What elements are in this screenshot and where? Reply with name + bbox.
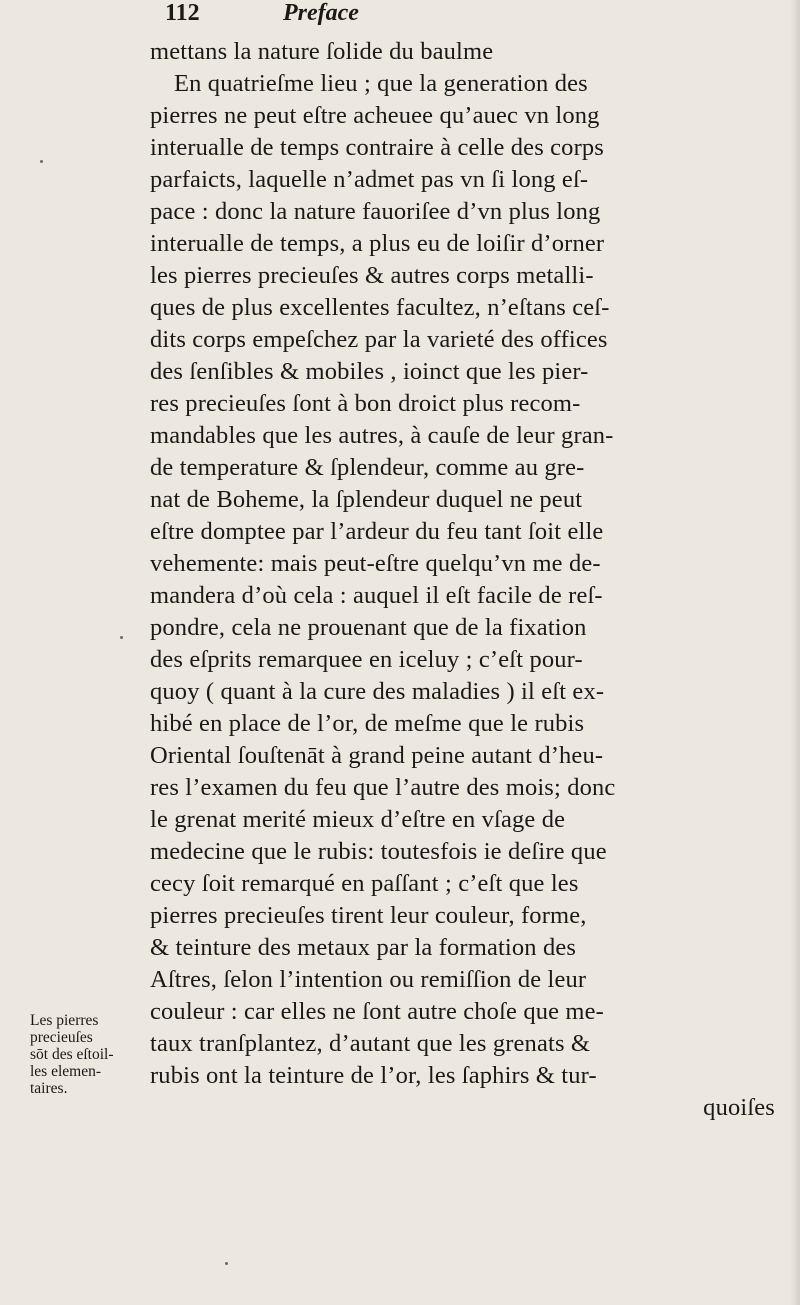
catchword: quoiſes: [703, 1094, 775, 1121]
text-line: des ſenſibles & mobiles , ioinct que les pier-: [150, 358, 589, 385]
margin-note-line: sōt des eſtoil-: [30, 1046, 114, 1063]
ink-speck: [40, 160, 43, 163]
text-line: taux tranſplantez, d’autant que les grenats &: [150, 1030, 591, 1057]
text-line: parfaicts, laquelle n’admet pas vn ſi long eſ-: [150, 166, 589, 193]
text-line: pace : donc la nature fauoriſee d’vn plus long: [150, 198, 601, 225]
ink-speck: [120, 636, 123, 639]
ink-speck: [225, 1262, 228, 1265]
running-title: Preface: [283, 0, 359, 26]
text-line: pierres precieuſes tirent leur couleur, forme,: [150, 902, 587, 929]
text-line: nat de Boheme, la ſplendeur duquel ne peut: [150, 486, 583, 513]
text-line: hibé en place de l’or, de meſme que le rubis: [150, 710, 585, 737]
margin-note-line: les elemen-: [30, 1063, 102, 1080]
text-line: couleur : car elles ne ſont autre choſe que me-: [150, 998, 604, 1025]
text-line: vehemente: mais peut-eſtre quelqu’vn me de-: [150, 550, 601, 577]
margin-note-line: taires.: [30, 1080, 68, 1097]
text-line: res precieuſes ſont à bon droict plus recom-: [150, 390, 581, 417]
page-number: 112: [165, 0, 200, 26]
text-line: de temperature & ſplendeur, comme au gre-: [150, 454, 585, 481]
text-line: En quatrieſme lieu ; que la generation des: [174, 70, 588, 97]
text-line: pierres ne peut eſtre acheuee qu’auec vn long: [150, 102, 600, 129]
text-line: interualle de temps contraire à celle des corps: [150, 134, 604, 161]
text-line: pondre, cela ne prouenant que de la fixation: [150, 614, 587, 641]
text-line: res l’examen du feu que l’autre des mois; donc: [150, 774, 616, 801]
text-line: mandera d’où cela : auquel il eſt facile de reſ-: [150, 582, 603, 609]
text-line: medecine que le rubis: toutesfois ie deſire que: [150, 838, 607, 865]
text-line: interualle de temps, a plus eu de loiſir d’orner: [150, 230, 605, 257]
text-line: eſtre domptee par l’ardeur du feu tant ſoit elle: [150, 518, 604, 545]
margin-note-line: precieuſes: [30, 1029, 93, 1046]
text-line: mandables que les autres, à cauſe de leur gran-: [150, 422, 614, 449]
text-line: le grenat merité mieux d’eſtre en vſage de: [150, 806, 566, 833]
margin-note: [30, 1012, 155, 1097]
text-line: des eſprits remarquee en iceluy ; c’eſt pour-: [150, 646, 583, 673]
body-text: [150, 36, 790, 1124]
text-line: & teinture des metaux par la formation des: [150, 934, 577, 961]
text-line: rubis ont la teinture de l’or, les ſaphirs & tur-: [150, 1062, 597, 1089]
text-line: les pierres precieuſes & autres corps metalli-: [150, 262, 594, 289]
text-line: dits corps empeſchez par la varieté des offices: [150, 326, 608, 353]
text-line: Oriental ſouſtenāt à grand peine autant d’heu-: [150, 742, 604, 769]
text-line: cecy ſoit remarqué en paſſant ; c’eſt que les: [150, 870, 579, 897]
text-line: mettans la nature ſolide du baulme: [150, 38, 494, 65]
page-edge-shadow: [790, 0, 800, 1305]
margin-note-line: Les pierres: [30, 1012, 99, 1029]
text-line: ques de plus excellentes facultez, n’eſtans ceſ-: [150, 294, 610, 321]
running-head: [165, 0, 685, 30]
text-line: quoy ( quant à la cure des maladies ) il eſt ex-: [150, 678, 605, 705]
text-line: Aſtres, ſelon l’intention ou remiſſion de leur: [150, 966, 587, 993]
